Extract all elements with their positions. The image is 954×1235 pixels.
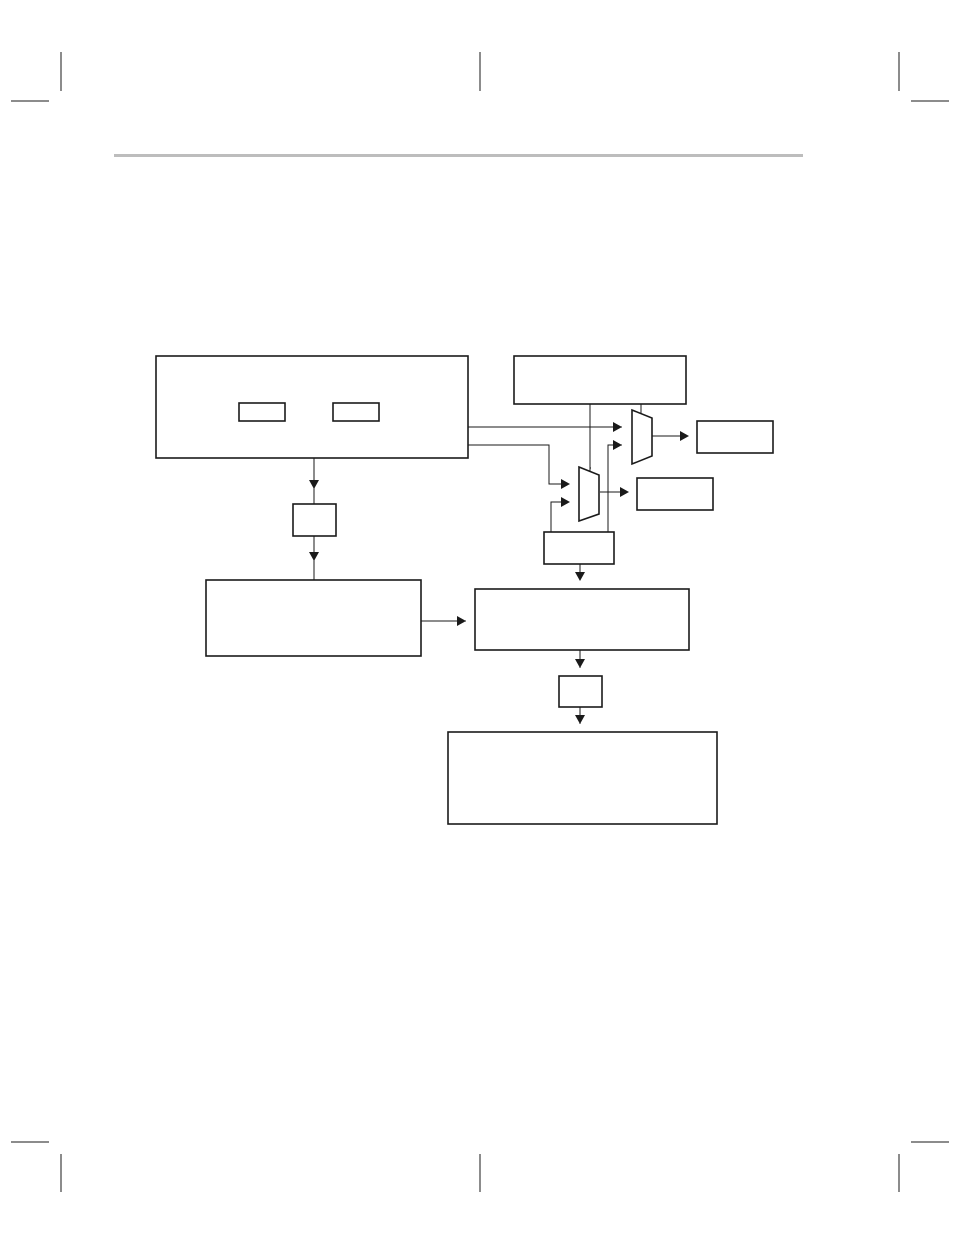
multiplexer-upper xyxy=(632,410,652,464)
wire xyxy=(551,502,568,532)
main-unit-block xyxy=(156,356,468,458)
arrowhead-down xyxy=(309,480,319,489)
arrowhead-down xyxy=(575,715,585,724)
intermediate-register xyxy=(293,504,336,536)
arrowhead-right xyxy=(561,479,570,489)
arrowhead-down xyxy=(575,659,585,668)
wire xyxy=(468,445,568,484)
arrowhead-down xyxy=(575,572,585,581)
top-right-block xyxy=(514,356,686,404)
arrowhead-right xyxy=(457,616,466,626)
header-rule xyxy=(114,154,803,157)
arrowhead-right xyxy=(620,487,629,497)
central-processing-block xyxy=(475,589,689,650)
output-register-1 xyxy=(697,421,773,453)
sub-register-b xyxy=(333,403,379,421)
diagram-blocks xyxy=(156,356,773,824)
mux-select-block xyxy=(544,532,614,564)
lower-register xyxy=(559,676,602,707)
arrowheads xyxy=(309,422,689,724)
sub-register-a xyxy=(239,403,285,421)
wire xyxy=(608,445,622,532)
multiplexer-lower xyxy=(579,467,599,521)
left-processing-block xyxy=(206,580,421,656)
bottom-block xyxy=(448,732,717,824)
arrowhead-down xyxy=(309,552,319,561)
arrowhead-right xyxy=(680,431,689,441)
arrowhead-right xyxy=(613,422,622,432)
output-register-2 xyxy=(637,478,713,510)
arrowhead-right xyxy=(613,440,622,450)
arrowhead-right xyxy=(561,497,570,507)
